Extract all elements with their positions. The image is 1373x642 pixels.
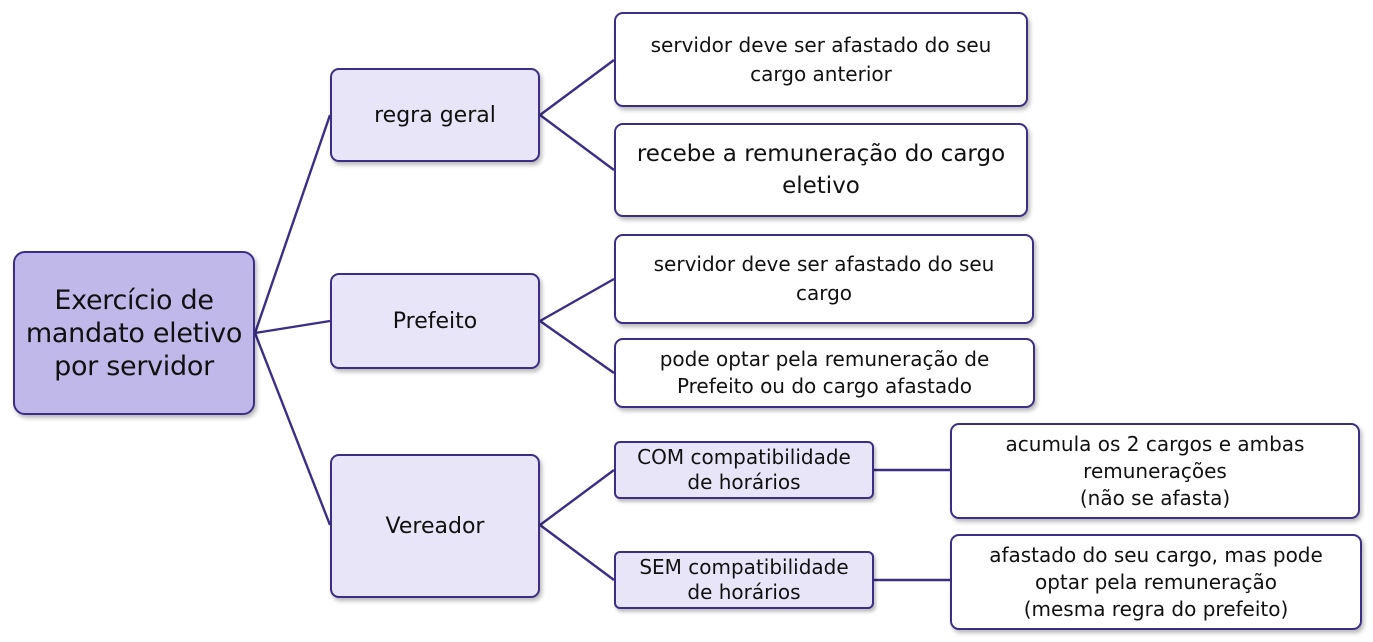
- connector-root-vereador: [255, 333, 330, 525]
- sem-compatibilidade-detail: afastado do seu cargo, mas pode optar pela remuneração (mesma regra do prefeito): [950, 534, 1362, 630]
- prefeito-detail-remuneracao: pode optar pela remuneração de Prefeito ou do cargo afastado: [614, 338, 1035, 408]
- connector-root-regra-geral: [255, 115, 330, 333]
- connector-prefeito-detail-2: [540, 321, 614, 373]
- connector-vereador-com: [540, 470, 614, 525]
- regra-geral-detail-afastamento: servidor deve ser afastado do seu cargo anterior: [614, 12, 1028, 107]
- root-node: Exercício de mandato eletivo por servidor: [13, 251, 255, 415]
- vereador-sem-compatibilidade: SEM compatibilidade de horários: [614, 551, 874, 609]
- com-compatibilidade-detail: acumula os 2 cargos e ambas remunerações (não se afasta): [950, 423, 1360, 519]
- connector-prefeito-detail-1: [540, 279, 614, 321]
- connector-regra-geral-detail-2: [540, 115, 614, 170]
- category-prefeito: Prefeito: [330, 273, 540, 369]
- connector-regra-geral-detail-1: [540, 60, 614, 115]
- category-vereador: Vereador: [330, 454, 540, 598]
- prefeito-detail-afastamento: servidor deve ser afastado do seu cargo: [614, 234, 1034, 324]
- regra-geral-detail-remuneracao: recebe a remuneração do cargo eletivo: [614, 123, 1028, 217]
- connector-root-prefeito: [255, 321, 330, 333]
- category-regra-geral: regra geral: [330, 68, 540, 162]
- connector-vereador-sem: [540, 525, 614, 580]
- vereador-com-compatibilidade: COM compatibilidade de horários: [614, 441, 874, 499]
